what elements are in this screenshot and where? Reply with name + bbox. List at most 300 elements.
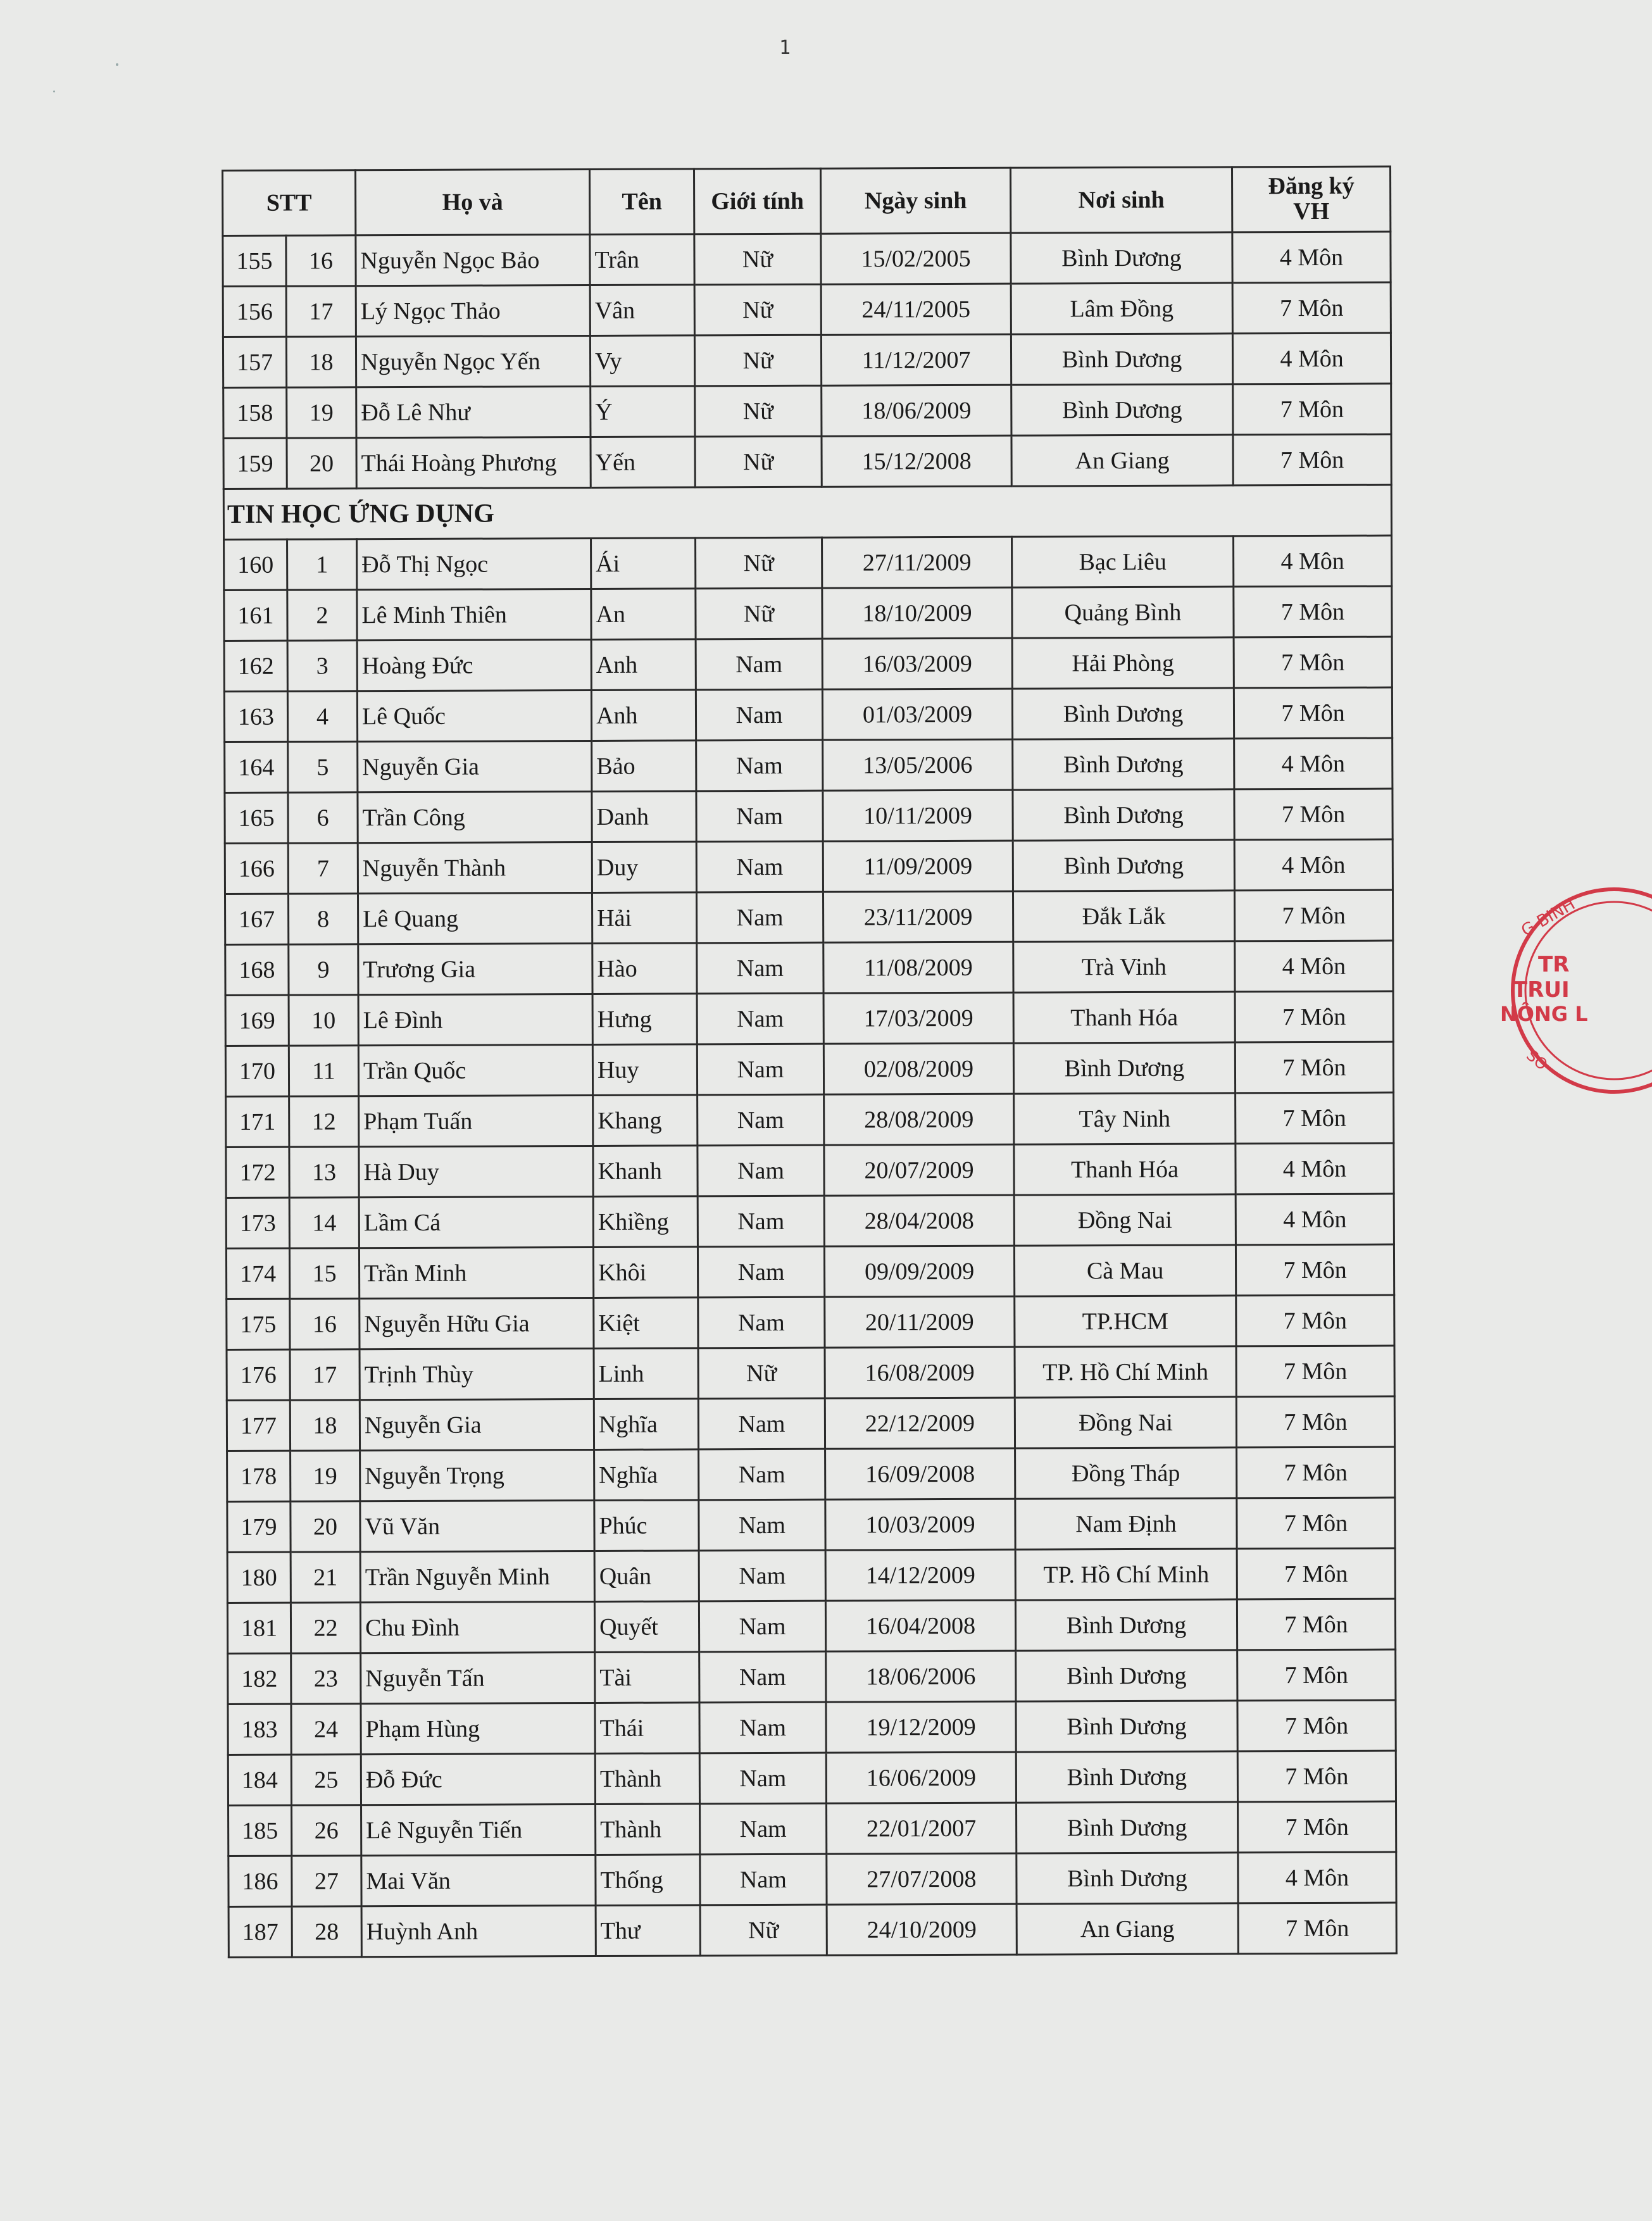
cell-stt: 184 bbox=[228, 1755, 291, 1805]
cell-gioi-tinh: Nam bbox=[697, 993, 823, 1044]
header-noi-sinh: Nơi sinh bbox=[1011, 167, 1232, 233]
cell-dang-ky: 7 Môn bbox=[1237, 1751, 1396, 1802]
cell-noi-sinh: Bình Dương bbox=[1013, 739, 1234, 790]
cell-ten: Quyết bbox=[594, 1601, 699, 1653]
cell-ngay-sinh: 19/12/2009 bbox=[826, 1701, 1016, 1753]
header-ten: Tên bbox=[590, 169, 694, 235]
cell-ngay-sinh: 27/11/2009 bbox=[822, 537, 1012, 588]
cell-stt: 162 bbox=[224, 641, 287, 691]
cell-ho-va: Trần Minh bbox=[359, 1247, 593, 1298]
cell-group-no: 1 bbox=[287, 539, 357, 590]
table-row bbox=[227, 1498, 1395, 1552]
cell-ten: Ái bbox=[591, 538, 696, 589]
cell-ten: Thống bbox=[596, 1855, 700, 1906]
cell-ten: Khang bbox=[593, 1095, 698, 1146]
cell-dang-ky: 7 Môn bbox=[1235, 1042, 1393, 1093]
table-row bbox=[225, 839, 1392, 894]
cell-ngay-sinh: 28/04/2008 bbox=[824, 1195, 1014, 1246]
cell-noi-sinh: TP. Hồ Chí Minh bbox=[1015, 1549, 1237, 1600]
cell-group-no: 4 bbox=[287, 691, 357, 742]
header-dang-ky-line2: VH bbox=[1293, 197, 1330, 225]
cell-dang-ky: 7 Môn bbox=[1237, 1599, 1395, 1650]
cell-stt: 178 bbox=[227, 1451, 291, 1501]
cell-group-no: 16 bbox=[290, 1299, 360, 1349]
cell-group-no: 22 bbox=[291, 1603, 360, 1653]
cell-ngay-sinh: 16/06/2009 bbox=[826, 1752, 1016, 1803]
cell-noi-sinh: Bình Dương bbox=[1016, 1650, 1237, 1701]
cell-ngay-sinh: 15/02/2005 bbox=[821, 233, 1011, 284]
cell-ngay-sinh: 17/03/2009 bbox=[823, 992, 1013, 1044]
cell-ho-va: Lê Đình bbox=[358, 994, 592, 1045]
cell-stt: 170 bbox=[225, 1046, 289, 1096]
cell-ten: Thành bbox=[596, 1804, 700, 1855]
cell-dang-ky: 7 Môn bbox=[1236, 1295, 1394, 1346]
cell-stt: 168 bbox=[225, 944, 289, 995]
cell-ho-va: Chu Đình bbox=[360, 1601, 594, 1653]
cell-ten: Duy bbox=[592, 842, 696, 893]
cell-ho-va: Trần Nguyễn Minh bbox=[360, 1551, 594, 1602]
cell-noi-sinh: Bình Dương bbox=[1017, 1853, 1238, 1904]
cell-stt: 183 bbox=[228, 1704, 291, 1755]
cell-dang-ky: 7 Môn bbox=[1233, 434, 1391, 485]
cell-stt: 175 bbox=[227, 1299, 290, 1349]
cell-stt: 174 bbox=[226, 1248, 289, 1299]
cell-ho-va: Phạm Hùng bbox=[361, 1703, 595, 1754]
cell-ten: Bảo bbox=[592, 741, 696, 792]
cell-noi-sinh: Thanh Hóa bbox=[1014, 1144, 1236, 1195]
cell-ho-va: Lê Minh Thiên bbox=[357, 589, 591, 640]
cell-group-no: 5 bbox=[288, 742, 358, 792]
cell-dang-ky: 7 Môn bbox=[1232, 282, 1391, 334]
cell-group-no: 7 bbox=[288, 843, 358, 894]
cell-gioi-tinh: Nam bbox=[697, 1044, 823, 1095]
cell-dang-ky: 7 Môn bbox=[1236, 1244, 1394, 1296]
cell-gioi-tinh: Nam bbox=[696, 791, 823, 842]
table-row bbox=[226, 1194, 1394, 1248]
header-stt: STT bbox=[223, 170, 356, 236]
cell-group-no: 17 bbox=[290, 1349, 360, 1400]
cell-stt: 160 bbox=[224, 539, 287, 590]
cell-noi-sinh: Quảng Bình bbox=[1012, 587, 1234, 638]
cell-ho-va: Nguyễn Gia bbox=[358, 741, 592, 792]
table-row bbox=[224, 687, 1392, 742]
header-dang-ky bbox=[1232, 166, 1391, 232]
cell-gioi-tinh: Nữ bbox=[698, 1348, 825, 1399]
section-header-body bbox=[223, 485, 1391, 539]
cell-noi-sinh: Bình Dương bbox=[1011, 384, 1233, 435]
table-row bbox=[223, 333, 1391, 387]
cell-group-no: 6 bbox=[288, 792, 358, 843]
cell-noi-sinh: Bình Dương bbox=[1012, 688, 1234, 739]
cell-noi-sinh: Đồng Tháp bbox=[1015, 1448, 1237, 1499]
cell-ho-va: Lê Quốc bbox=[357, 690, 591, 741]
cell-ten: Linh bbox=[594, 1348, 698, 1399]
table-row bbox=[228, 1700, 1396, 1755]
cell-group-no: 18 bbox=[290, 1400, 360, 1451]
cell-noi-sinh: An Giang bbox=[1011, 435, 1233, 486]
cell-ngay-sinh: 16/03/2009 bbox=[822, 638, 1012, 689]
cell-group-no: 27 bbox=[292, 1856, 361, 1906]
cell-ho-va: Mai Văn bbox=[361, 1855, 596, 1906]
cell-ten: Vy bbox=[590, 335, 694, 387]
cell-dang-ky: 4 Môn bbox=[1232, 333, 1391, 384]
cell-noi-sinh: Bình Dương bbox=[1011, 232, 1232, 284]
table-row bbox=[225, 1042, 1393, 1096]
cell-dang-ky: 7 Môn bbox=[1237, 1548, 1395, 1599]
cell-ho-va: Lầm Cá bbox=[359, 1196, 593, 1248]
table-row bbox=[227, 1599, 1395, 1653]
cell-ho-va: Lê Quang bbox=[358, 892, 592, 944]
cell-dang-ky: 7 Môn bbox=[1234, 637, 1392, 688]
cell-ho-va: Đỗ Lê Như bbox=[356, 386, 591, 437]
cell-gioi-tinh: Nam bbox=[699, 1601, 825, 1652]
cell-group-no: 17 bbox=[286, 286, 356, 337]
cell-ho-va: Lý Ngọc Thảo bbox=[356, 285, 590, 336]
table-row bbox=[227, 1396, 1394, 1451]
table-row bbox=[225, 941, 1393, 995]
cell-dang-ky: 4 Môn bbox=[1234, 535, 1392, 587]
cell-dang-ky: 7 Môn bbox=[1234, 586, 1392, 637]
cell-stt: 166 bbox=[225, 843, 288, 894]
cell-stt: 155 bbox=[223, 235, 286, 286]
cell-ten: Anh bbox=[591, 639, 696, 691]
cell-ho-va: Trịnh Thùy bbox=[360, 1348, 594, 1399]
cell-ten: Anh bbox=[591, 690, 696, 741]
cell-ngay-sinh: 20/07/2009 bbox=[824, 1144, 1014, 1196]
table-row bbox=[228, 1801, 1396, 1856]
cell-ngay-sinh: 22/01/2007 bbox=[827, 1803, 1017, 1854]
cell-noi-sinh: Lâm Đồng bbox=[1011, 283, 1232, 334]
cell-ho-va: Huỳnh Anh bbox=[361, 1905, 596, 1956]
cell-group-no: 16 bbox=[286, 235, 356, 286]
cell-ho-va: Thái Hoàng Phương bbox=[356, 437, 591, 488]
table-header-row bbox=[223, 166, 1391, 235]
table-row bbox=[223, 232, 1391, 286]
cell-noi-sinh: TP.HCM bbox=[1015, 1296, 1236, 1347]
cell-ho-va: Trương Gia bbox=[358, 943, 592, 994]
cell-ngay-sinh: 11/08/2009 bbox=[823, 942, 1013, 993]
table-row bbox=[223, 384, 1391, 438]
cell-stt: 158 bbox=[223, 387, 287, 438]
cell-ho-va: Nguyễn Hữu Gia bbox=[360, 1298, 594, 1349]
cell-stt: 185 bbox=[228, 1805, 292, 1856]
cell-ten: Kiệt bbox=[594, 1298, 698, 1349]
table-row bbox=[224, 586, 1392, 641]
cell-noi-sinh: TP. Hồ Chí Minh bbox=[1015, 1346, 1236, 1398]
cell-group-no: 15 bbox=[289, 1248, 359, 1299]
cell-ngay-sinh: 10/11/2009 bbox=[823, 790, 1013, 841]
cell-ho-va: Đỗ Đức bbox=[361, 1753, 595, 1805]
cell-dang-ky: 7 Môn bbox=[1237, 1447, 1395, 1498]
cell-ngay-sinh: 14/12/2009 bbox=[825, 1549, 1015, 1601]
cell-dang-ky: 7 Môn bbox=[1236, 1396, 1394, 1448]
cell-ngay-sinh: 24/11/2005 bbox=[821, 284, 1011, 335]
cell-ten: Hưng bbox=[592, 994, 697, 1045]
cell-ho-va: Nguyễn Ngọc Bảo bbox=[356, 234, 590, 285]
cell-stt: 187 bbox=[228, 1906, 292, 1957]
cell-group-no: 2 bbox=[287, 590, 357, 641]
cell-ten: Khanh bbox=[593, 1146, 698, 1197]
cell-group-no: 20 bbox=[291, 1501, 360, 1552]
cell-ten: Trân bbox=[590, 234, 694, 285]
cell-ho-va: Nguyễn Gia bbox=[360, 1399, 594, 1450]
cell-dang-ky: 7 Môn bbox=[1238, 1801, 1396, 1853]
cell-stt: 173 bbox=[226, 1198, 289, 1248]
cell-ho-va: Hoàng Đức bbox=[357, 639, 591, 691]
cell-group-no: 19 bbox=[287, 387, 356, 438]
table-row bbox=[226, 1244, 1394, 1299]
cell-group-no: 3 bbox=[287, 641, 357, 691]
cell-gioi-tinh: Nữ bbox=[695, 385, 822, 437]
seal-bottom-text: SO bbox=[1523, 1046, 1551, 1074]
cell-ngay-sinh: 09/09/2009 bbox=[824, 1246, 1014, 1297]
cell-gioi-tinh: Nam bbox=[699, 1753, 826, 1804]
cell-gioi-tinh: Nam bbox=[698, 1196, 824, 1247]
cell-ten: Ý bbox=[591, 386, 695, 437]
cell-ho-va: Nguyễn Tấn bbox=[361, 1652, 595, 1703]
cell-noi-sinh: Bình Dương bbox=[1016, 1751, 1237, 1803]
cell-gioi-tinh: Nữ bbox=[695, 436, 822, 487]
cell-group-no: 11 bbox=[289, 1046, 358, 1096]
cell-gioi-tinh: Nữ bbox=[694, 234, 821, 285]
cell-ten: Vân bbox=[590, 285, 694, 336]
cell-ngay-sinh: 13/05/2006 bbox=[823, 739, 1013, 791]
cell-gioi-tinh: Nữ bbox=[696, 588, 822, 639]
cell-ngay-sinh: 23/11/2009 bbox=[823, 891, 1013, 942]
header-ngay-sinh: Ngày sinh bbox=[821, 168, 1011, 234]
cell-ngay-sinh: 16/09/2008 bbox=[825, 1448, 1015, 1499]
cell-dang-ky: 7 Môn bbox=[1234, 789, 1392, 840]
cell-dang-ky: 7 Môn bbox=[1237, 1649, 1396, 1701]
cell-gioi-tinh: Nữ bbox=[700, 1905, 827, 1956]
cell-gioi-tinh: Nam bbox=[700, 1854, 827, 1905]
table-row bbox=[225, 789, 1392, 843]
cell-noi-sinh: Bình Dương bbox=[1011, 334, 1232, 385]
cell-group-no: 18 bbox=[286, 337, 356, 387]
cell-stt: 177 bbox=[227, 1400, 290, 1451]
cell-ho-va: Vũ Văn bbox=[360, 1500, 594, 1551]
cell-noi-sinh: Đắk Lắk bbox=[1013, 891, 1235, 942]
table-row bbox=[225, 890, 1392, 944]
cell-dang-ky: 4 Môn bbox=[1235, 941, 1393, 992]
scan-speck bbox=[116, 63, 118, 66]
cell-ho-va: Phạm Tuấn bbox=[359, 1095, 593, 1146]
cell-ho-va: Trần Quốc bbox=[358, 1044, 592, 1096]
cell-ten: Nghĩa bbox=[594, 1449, 699, 1501]
cell-ngay-sinh: 10/03/2009 bbox=[825, 1499, 1015, 1550]
cell-ten: Khôi bbox=[593, 1247, 698, 1298]
cell-gioi-tinh: Nam bbox=[698, 1246, 824, 1298]
cell-ngay-sinh: 28/08/2009 bbox=[824, 1094, 1014, 1145]
cell-gioi-tinh: Nữ bbox=[694, 335, 821, 386]
cell-dang-ky: 7 Môn bbox=[1233, 384, 1391, 435]
table-row bbox=[224, 637, 1392, 691]
cell-dang-ky: 7 Môn bbox=[1234, 687, 1392, 739]
seal-text-line3: NÔNG L bbox=[1500, 1002, 1588, 1026]
cell-gioi-tinh: Nữ bbox=[696, 537, 822, 589]
header-dang-ky-line1: Đăng ký bbox=[1268, 172, 1355, 200]
header-gioi-tinh: Giới tính bbox=[694, 168, 821, 234]
cell-gioi-tinh: Nam bbox=[699, 1651, 826, 1703]
cell-dang-ky: 4 Môn bbox=[1234, 839, 1392, 891]
cell-group-no: 13 bbox=[289, 1147, 359, 1198]
cell-gioi-tinh: Nam bbox=[696, 740, 823, 791]
cell-gioi-tinh: Nam bbox=[696, 639, 822, 690]
cell-dang-ky: 4 Môn bbox=[1236, 1194, 1394, 1245]
table-row bbox=[226, 1092, 1394, 1147]
table-row bbox=[223, 434, 1391, 489]
cell-dang-ky: 7 Môn bbox=[1235, 991, 1393, 1042]
cell-stt: 171 bbox=[226, 1096, 289, 1147]
table-row bbox=[224, 535, 1392, 590]
cell-ho-va: Lê Nguyễn Tiến bbox=[361, 1804, 596, 1855]
cell-gioi-tinh: Nam bbox=[700, 1803, 827, 1855]
cell-stt: 165 bbox=[225, 792, 288, 843]
cell-group-no: 24 bbox=[291, 1704, 361, 1755]
cell-group-no: 28 bbox=[292, 1906, 361, 1957]
cell-group-no: 23 bbox=[291, 1653, 361, 1704]
cell-stt: 176 bbox=[227, 1349, 290, 1400]
cell-ten: Danh bbox=[592, 791, 696, 842]
page-number: 1 bbox=[779, 37, 791, 59]
cell-noi-sinh: Đồng Nai bbox=[1015, 1397, 1236, 1448]
cell-stt: 161 bbox=[224, 590, 287, 641]
cell-ngay-sinh: 11/12/2007 bbox=[821, 334, 1011, 385]
cell-ten: Hào bbox=[592, 943, 697, 994]
cell-group-no: 19 bbox=[291, 1451, 360, 1501]
cell-group-no: 21 bbox=[291, 1552, 360, 1603]
cell-group-no: 26 bbox=[292, 1805, 361, 1856]
cell-ngay-sinh: 18/10/2009 bbox=[822, 587, 1012, 639]
table-row bbox=[228, 1751, 1396, 1805]
cell-stt: 181 bbox=[227, 1603, 291, 1653]
cell-dang-ky: 7 Môn bbox=[1237, 1498, 1395, 1549]
cell-gioi-tinh: Nam bbox=[699, 1449, 825, 1500]
cell-group-no: 9 bbox=[289, 944, 358, 995]
seal-text-line1: TR bbox=[1538, 952, 1570, 977]
table-row bbox=[228, 1649, 1396, 1704]
cell-ngay-sinh: 11/09/2009 bbox=[823, 841, 1013, 892]
cell-noi-sinh: Cà Mau bbox=[1014, 1245, 1236, 1296]
cell-ngay-sinh: 20/11/2009 bbox=[825, 1296, 1015, 1348]
cell-ten: Nghĩa bbox=[594, 1399, 698, 1450]
cell-noi-sinh: Bình Dương bbox=[1016, 1701, 1237, 1752]
cell-dang-ky: 7 Môn bbox=[1236, 1346, 1394, 1397]
table-row bbox=[227, 1447, 1395, 1501]
cell-ngay-sinh: 01/03/2009 bbox=[822, 689, 1012, 740]
cell-noi-sinh: Tây Ninh bbox=[1014, 1093, 1236, 1144]
header-ho-va: Họ và bbox=[356, 169, 590, 235]
cell-ten: An bbox=[591, 589, 696, 640]
cell-gioi-tinh: Nam bbox=[699, 1702, 826, 1753]
cell-ten: Thành bbox=[595, 1753, 699, 1805]
cell-stt: 167 bbox=[225, 894, 288, 944]
cell-ten: Phúc bbox=[594, 1500, 699, 1551]
cell-noi-sinh: Bình Dương bbox=[1015, 1599, 1237, 1651]
cell-stt: 163 bbox=[224, 691, 287, 742]
seal-text-line2: TRUI bbox=[1513, 977, 1570, 1003]
cell-ngay-sinh: 22/12/2009 bbox=[825, 1398, 1015, 1449]
cell-dang-ky: 7 Môn bbox=[1236, 1092, 1394, 1144]
cell-group-no: 25 bbox=[291, 1755, 361, 1805]
cell-noi-sinh: Bình Dương bbox=[1013, 840, 1234, 891]
cell-gioi-tinh: Nam bbox=[698, 1398, 825, 1449]
cell-noi-sinh: Trà Vinh bbox=[1013, 941, 1235, 992]
cell-dang-ky: 7 Môn bbox=[1237, 1700, 1396, 1751]
seal-arc-text: G BINH bbox=[1518, 894, 1579, 941]
cell-ten: Yến bbox=[591, 437, 695, 488]
cell-gioi-tinh: Nam bbox=[699, 1550, 825, 1601]
cell-gioi-tinh: Nam bbox=[696, 689, 822, 741]
cell-ho-va: Nguyễn Thành bbox=[358, 842, 592, 893]
rows-after-section bbox=[224, 535, 1397, 1957]
cell-ngay-sinh: 18/06/2009 bbox=[822, 385, 1011, 436]
table-row bbox=[228, 1852, 1396, 1906]
cell-stt: 156 bbox=[223, 286, 286, 337]
cell-dang-ky: 4 Môn bbox=[1234, 738, 1392, 789]
cell-group-no: 14 bbox=[289, 1198, 359, 1248]
cell-noi-sinh: Bình Dương bbox=[1017, 1802, 1238, 1853]
cell-ten: Khiềng bbox=[593, 1196, 698, 1248]
cell-dang-ky: 4 Môn bbox=[1236, 1143, 1394, 1194]
cell-ho-va: Nguyễn Trọng bbox=[360, 1449, 594, 1501]
section-row bbox=[223, 485, 1391, 539]
cell-stt: 172 bbox=[226, 1147, 289, 1198]
cell-stt: 169 bbox=[225, 995, 289, 1046]
table-row bbox=[227, 1346, 1394, 1400]
table-row bbox=[227, 1548, 1395, 1603]
cell-gioi-tinh: Nữ bbox=[694, 284, 821, 335]
cell-stt: 179 bbox=[227, 1501, 291, 1552]
official-seal-stamp bbox=[1500, 877, 1601, 1104]
cell-ten: Thái bbox=[595, 1703, 699, 1754]
cell-stt: 157 bbox=[223, 337, 286, 387]
table-row bbox=[225, 738, 1392, 792]
cell-noi-sinh: Nam Định bbox=[1015, 1498, 1237, 1549]
cell-stt: 180 bbox=[227, 1552, 291, 1603]
table-row bbox=[225, 991, 1393, 1046]
cell-group-no: 20 bbox=[287, 438, 356, 489]
cell-stt: 159 bbox=[223, 438, 287, 489]
cell-dang-ky: 7 Môn bbox=[1238, 1903, 1396, 1954]
cell-ngay-sinh: 27/07/2008 bbox=[827, 1853, 1017, 1905]
cell-ho-va: Hà Duy bbox=[359, 1146, 593, 1197]
cell-stt: 182 bbox=[228, 1653, 291, 1704]
cell-group-no: 12 bbox=[289, 1096, 359, 1147]
cell-ho-va: Đỗ Thị Ngọc bbox=[357, 538, 591, 589]
cell-gioi-tinh: Nam bbox=[698, 1145, 824, 1196]
cell-ngay-sinh: 18/06/2006 bbox=[826, 1651, 1016, 1702]
cell-ho-va: Nguyễn Ngọc Yến bbox=[356, 335, 590, 387]
cell-noi-sinh: Bình Dương bbox=[1013, 789, 1234, 841]
cell-gioi-tinh: Nam bbox=[698, 1297, 825, 1348]
cell-ngay-sinh: 24/10/2009 bbox=[827, 1904, 1017, 1955]
cell-stt: 164 bbox=[225, 742, 288, 792]
cell-ngay-sinh: 15/12/2008 bbox=[822, 435, 1011, 487]
cell-dang-ky: 4 Môn bbox=[1238, 1852, 1396, 1903]
cell-stt: 186 bbox=[228, 1856, 292, 1906]
cell-ho-va: Trần Công bbox=[358, 791, 592, 842]
cell-noi-sinh: An Giang bbox=[1017, 1903, 1238, 1955]
cell-gioi-tinh: Nam bbox=[698, 1094, 824, 1146]
cell-gioi-tinh: Nam bbox=[697, 942, 823, 994]
cell-ten: Hải bbox=[592, 892, 697, 944]
table-row bbox=[223, 282, 1391, 337]
cell-gioi-tinh: Nam bbox=[696, 841, 823, 892]
cell-ten: Tài bbox=[595, 1652, 699, 1703]
cell-noi-sinh: Bình Dương bbox=[1013, 1042, 1235, 1094]
table-row bbox=[226, 1143, 1394, 1198]
